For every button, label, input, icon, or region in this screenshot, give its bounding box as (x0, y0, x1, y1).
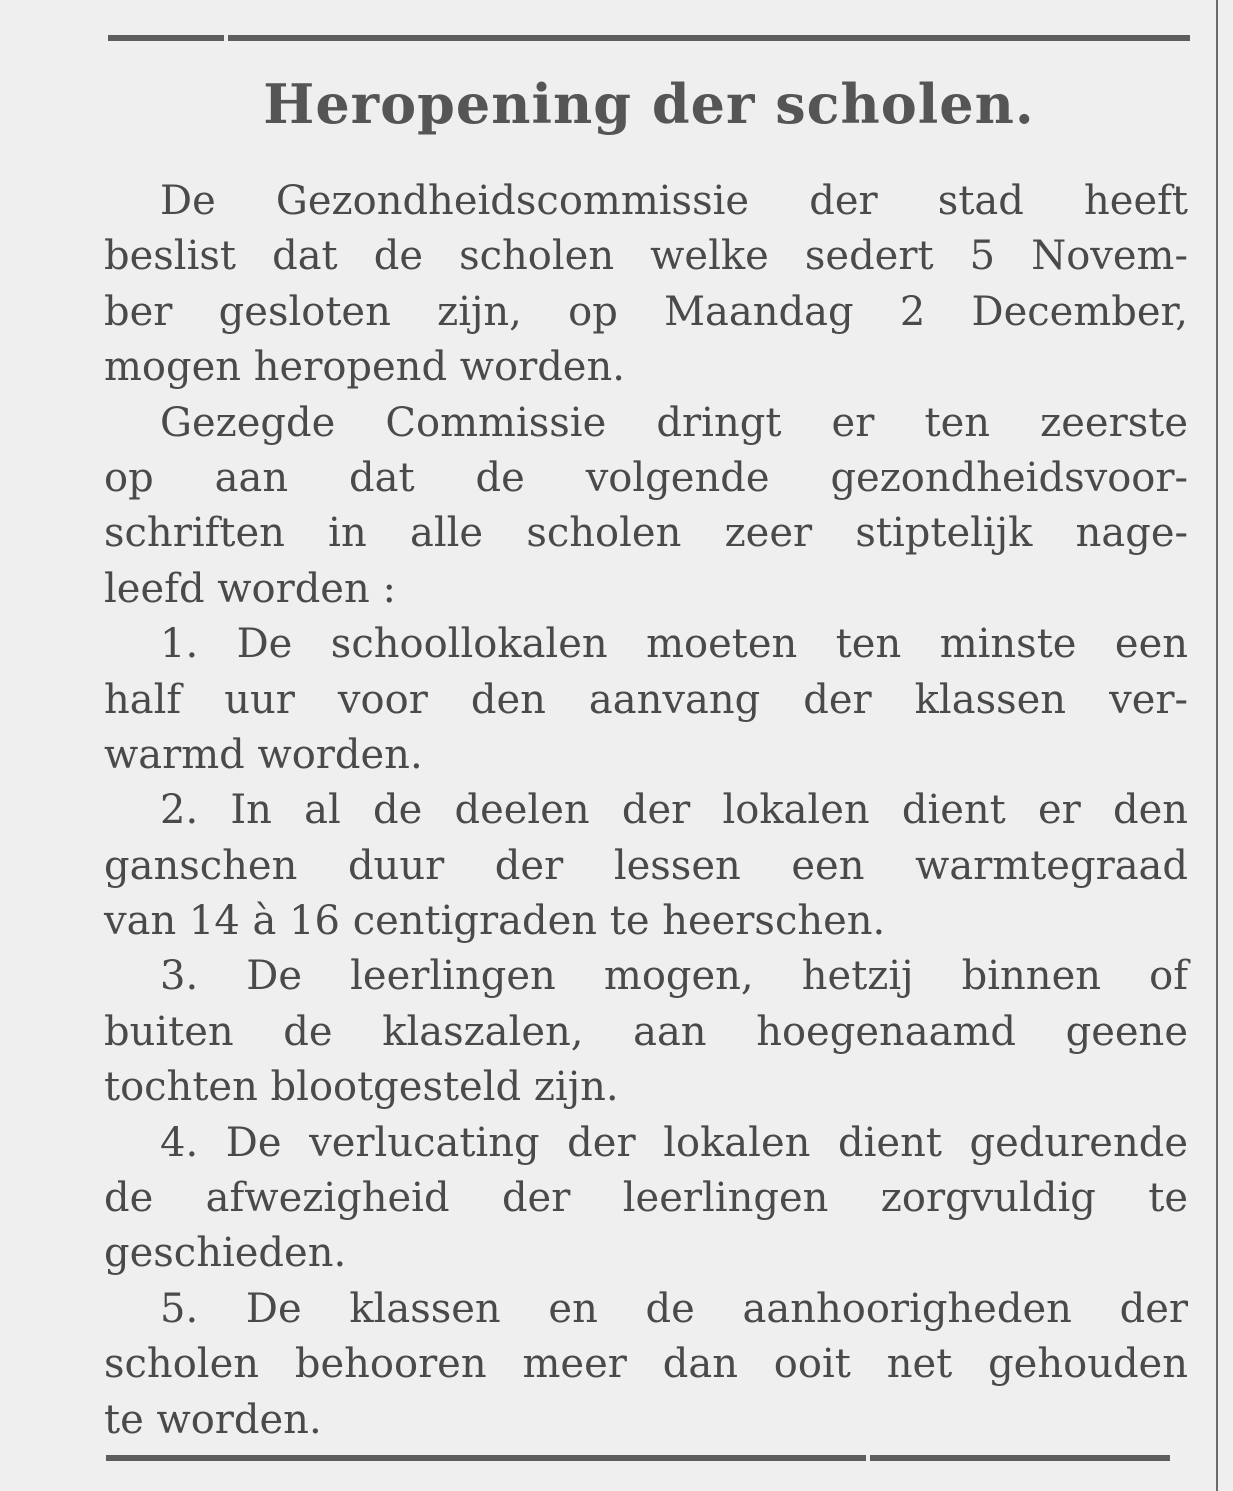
text-line: ganschen duur der lessen een warmtegraad (104, 842, 1188, 889)
text-line: van 14 à 16 centigraden te heerschen. (104, 898, 886, 945)
text-line: mogen heropend worden. (104, 344, 625, 391)
text-line: half uur voor den aanvang der klassen ver- (104, 676, 1188, 723)
text-line: 4. De verlucating der lokalen dient gedurende (160, 1119, 1188, 1166)
rule-item-3 (104, 949, 1188, 1115)
text-line: buiten de klaszalen, aan hoegenaamd geene (104, 1008, 1188, 1055)
text-line: 2. In al de deelen der lokalen dient er den (160, 787, 1188, 834)
text-line: scholen behooren meer dan ooit net gehouden (104, 1341, 1188, 1388)
text-line: schriften in alle scholen zeer stiptelijk nage- (104, 510, 1188, 557)
text-line: de afwezigheid der leerlingen zorgvuldig te (104, 1175, 1188, 1222)
text-line: 1. De schoollokalen moeten ten minste een (160, 621, 1188, 668)
rule-item-1 (104, 617, 1188, 783)
article-body (104, 174, 1188, 1448)
text-line: De Gezondheidscommissie der stad heeft (160, 178, 1188, 224)
article-title: Heropening der scholen. (263, 72, 1035, 136)
bottom-rule (870, 1455, 1170, 1461)
text-line: te worden. (104, 1396, 322, 1443)
text-line: geschieden. (104, 1230, 347, 1277)
rule-item-4 (104, 1116, 1188, 1282)
column-divider (1216, 0, 1218, 1491)
text-line: beslist dat de scholen welke sedert 5 Novem- (104, 233, 1188, 280)
top-rule (228, 35, 1190, 41)
text-line: tochten blootgesteld zijn. (104, 1064, 619, 1111)
paragraph-request (104, 396, 1188, 618)
text-line: warmd worden. (104, 731, 423, 778)
top-rule (108, 35, 224, 41)
text-line: 3. De leerlingen mogen, hetzij binnen of (160, 953, 1188, 1000)
text-line: op aan dat de volgende gezondheidsvoor- (104, 454, 1188, 501)
text-line: 5. De klassen en de aanhoorigheden der (160, 1285, 1188, 1332)
bottom-rule (106, 1455, 866, 1461)
text-line: Gezegde Commissie dringt er ten zeerste (160, 399, 1188, 446)
text-line: leefd worden : (104, 565, 396, 612)
rule-item-5 (104, 1282, 1188, 1448)
rule-item-2 (104, 783, 1188, 949)
text-line: ber gesloten zijn, op Maandag 2 December, (104, 288, 1188, 335)
paragraph-intro (104, 174, 1188, 396)
